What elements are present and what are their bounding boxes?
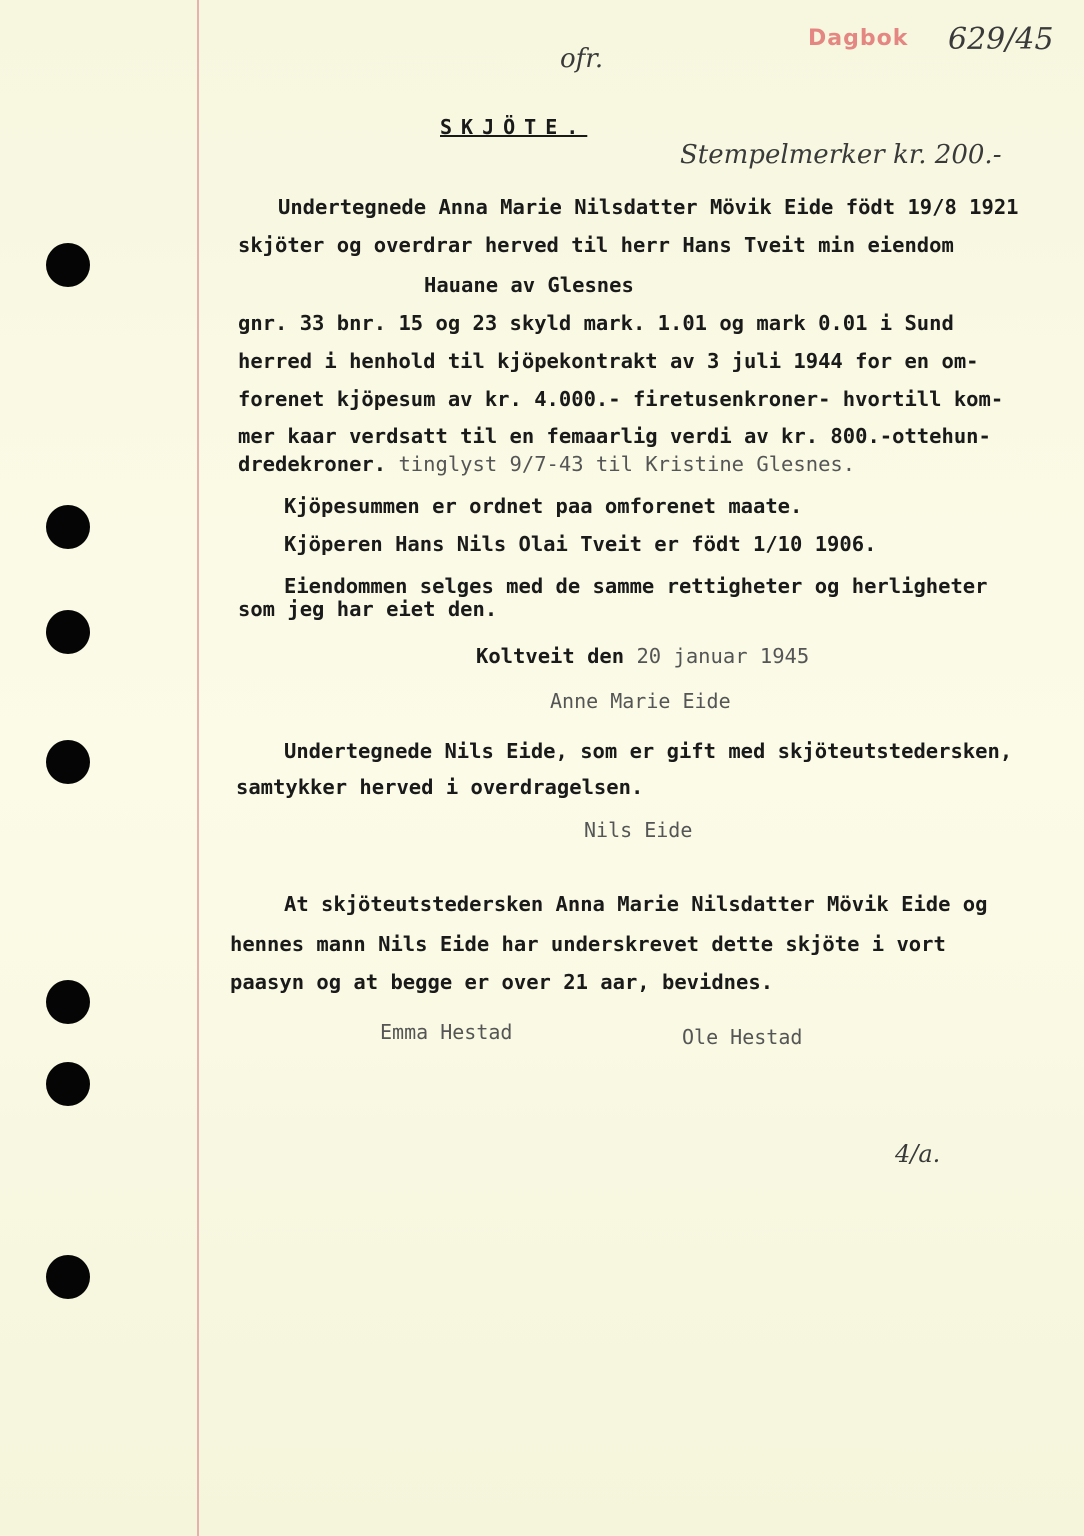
registration-note: tinglyst 9/7-43 til Kristine Glesnes. [386,452,856,476]
text-line: mer kaar verdsatt til en femaarlig verdi av kr. 800.-ottehun- [238,424,991,448]
margin-line [197,0,199,1536]
text-line: Undertegnede Anna Marie Nilsdatter Mövik Eide födt 19/8 1921 [278,195,1019,219]
text-line: gnr. 33 bnr. 15 og 23 skyld mark. 1.01 og mark 0.01 i Sund [238,311,954,335]
text-line: forenet kjöpesum av kr. 4.000.- firetusenkroner- hvortill kom- [238,387,1004,411]
handwritten-initials: ofr. [560,44,604,74]
text-line [238,452,855,476]
text-line: samtykker herved i overdragelsen. [236,775,644,799]
dagbok-stamp: Dagbok [808,26,909,51]
text-line: At skjöteutstedersken Anna Marie Nilsdatter Mövik Eide og [284,892,988,916]
seller-signature: Anne Marie Eide [550,689,731,713]
property-name: Hauane av Glesnes [424,273,634,297]
witness-signature: Ole Hestad [682,1025,803,1049]
text-line: hennes mann Nils Eide har underskrevet dette skjöte i vort [230,932,946,956]
punch-hole [46,610,90,654]
document-title: SKJÖTE. [440,115,588,139]
handwritten-end-mark: 4/a. [895,1140,941,1168]
punch-hole [46,1062,90,1106]
punch-hole [46,980,90,1024]
typed-text: dredekroner. [238,452,387,476]
punch-hole [46,740,90,784]
text-line: som jeg har eiet den. [238,597,498,621]
stamp-fee-note: Stempelmerker kr. 200.- [680,140,1002,170]
punch-hole [46,1255,90,1299]
text-line: Eiendommen selges med de samme rettigheter og herligheter [284,574,988,598]
journal-number: 629/45 [948,22,1054,57]
text-line: paasyn og at begge er over 21 aar, bevidnes. [230,970,774,994]
punch-hole [46,243,90,287]
punch-hole [46,505,90,549]
text-line: Kjöpesummen er ordnet paa omforenet maate. [284,494,803,518]
spouse-signature: Nils Eide [584,818,693,842]
date-text: 20 januar 1945 [636,644,810,668]
place-date-line [476,644,809,668]
text-line: skjöter og overdrar herved til herr Hans Tveit min eiendom [238,233,954,257]
witness-signature: Emma Hestad [380,1020,513,1044]
text-line: herred i henhold til kjöpekontrakt av 3 juli 1944 for en om- [238,349,979,373]
text-line: Undertegnede Nils Eide, som er gift med skjöteutstedersken, [284,739,1013,763]
place-text: Koltveit den [476,644,637,668]
text-line: Kjöperen Hans Nils Olai Tveit er födt 1/10 1906. [284,532,877,556]
